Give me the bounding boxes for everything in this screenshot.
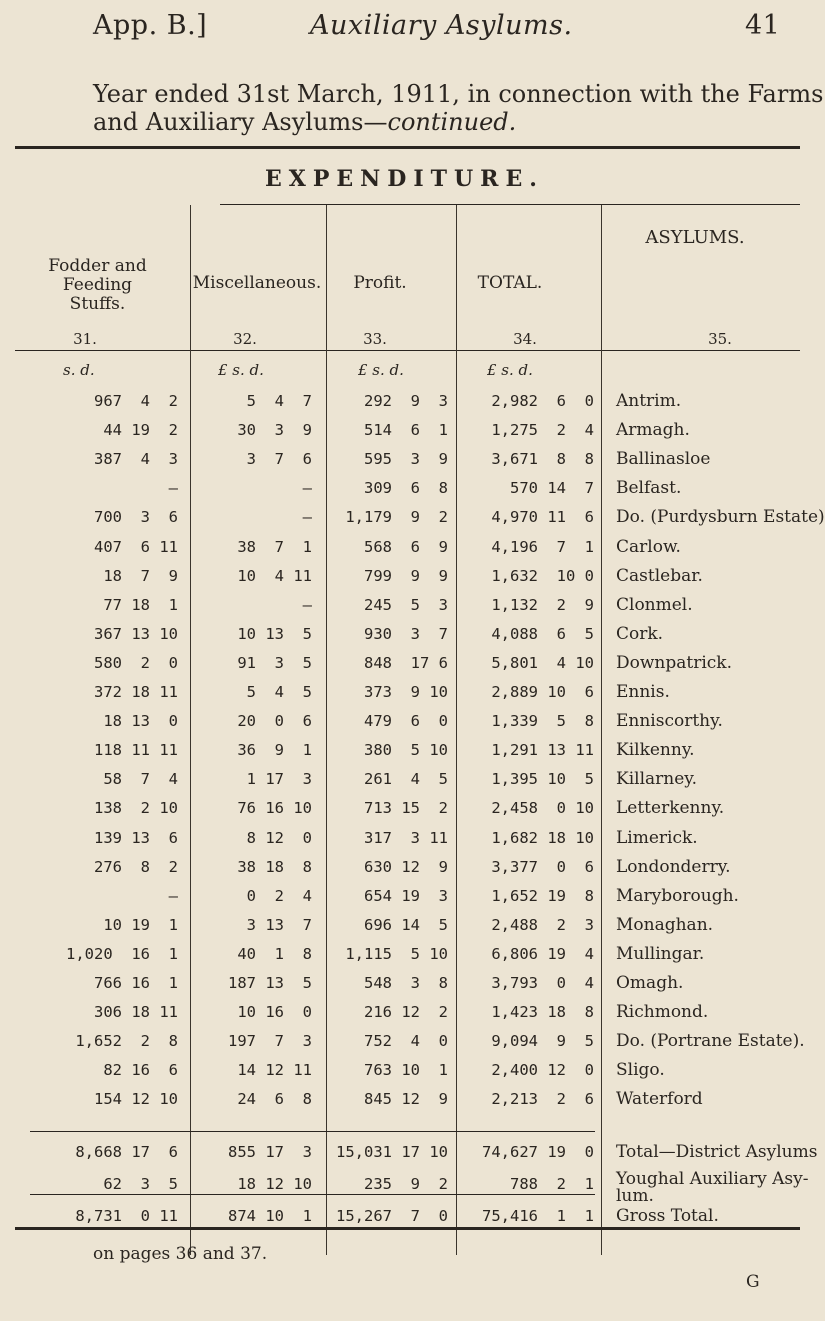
total-profit: 235 9 2 — [364, 1175, 448, 1193]
cell-misc: 38 7 1 — [237, 538, 312, 556]
section-heading: EXPENDITURE. — [265, 166, 544, 192]
total-fodder: 62 3 5 — [103, 1175, 178, 1193]
col-num-31: 31. — [73, 330, 97, 348]
cell-fodder: 118 11 11 — [94, 741, 178, 759]
cell-total: 2,889 10 6 — [491, 683, 594, 701]
asylum-name: Cork. — [616, 624, 664, 644]
cell-fodder: 766 16 1 — [94, 974, 178, 992]
running-head-center: Auxiliary Asylums. — [310, 10, 573, 41]
unit-profit: £ s. d. — [358, 361, 404, 379]
table-title-line1: Year ended 31st March, 1911, in connection with the Farms — [93, 80, 824, 108]
cell-profit: 380 5 10 — [364, 741, 448, 759]
gross-total-label: Gross Total. — [616, 1206, 719, 1226]
cell-profit: 373 9 10 — [364, 683, 448, 701]
cell-fodder: 1,020 16 1 — [66, 945, 178, 963]
col-num-32: 32. — [233, 330, 257, 348]
asylum-name: Omagh. — [616, 973, 684, 993]
cell-profit: 479 6 0 — [364, 712, 448, 730]
cell-misc: 197 7 3 — [228, 1032, 312, 1050]
cell-profit: 848 17 6 — [364, 654, 448, 672]
total-profit: 15,031 17 10 — [336, 1143, 448, 1161]
col-head-misc: Miscellaneous. — [192, 273, 322, 293]
asylum-name: Richmond. — [616, 1002, 709, 1022]
cell-fodder: — — [168, 479, 178, 497]
page-number: 41 — [745, 10, 781, 41]
asylum-name: Maryborough. — [616, 886, 739, 906]
cell-profit: 309 6 8 — [364, 479, 448, 497]
cell-profit: 1,179 9 2 — [345, 508, 448, 526]
cell-profit: 654 19 3 — [364, 887, 448, 905]
running-head-left: App. B.] — [93, 10, 208, 41]
cell-fodder: 139 13 6 — [94, 829, 178, 847]
unit-fodder: s. d. — [63, 361, 95, 379]
cell-misc: 36 9 1 — [237, 741, 312, 759]
cell-misc: 24 6 8 — [237, 1090, 312, 1108]
cell-total: 6,806 19 4 — [491, 945, 594, 963]
cell-total: 1,423 18 8 — [491, 1003, 594, 1021]
cell-misc: 76 16 10 — [237, 799, 312, 817]
total-misc: 855 17 3 — [228, 1143, 312, 1161]
asylum-name: Letterkenny. — [616, 798, 725, 818]
cell-fodder: 10 19 1 — [103, 916, 178, 934]
cell-total: 2,400 12 0 — [491, 1061, 594, 1079]
top-rule — [15, 146, 800, 149]
cell-fodder: 580 2 0 — [94, 654, 178, 672]
cell-total: 1,339 5 8 — [491, 712, 594, 730]
asylum-name: Do. (Portrane Estate). — [616, 1031, 805, 1051]
cell-total: 1,652 19 8 — [491, 887, 594, 905]
cell-fodder: 82 16 6 — [103, 1061, 178, 1079]
cell-profit: 763 10 1 — [364, 1061, 448, 1079]
asylum-name: Monaghan. — [616, 915, 714, 935]
cell-total: 1,275 2 4 — [491, 421, 594, 439]
cell-misc: — — [302, 596, 312, 614]
cell-misc: 14 12 11 — [237, 1061, 312, 1079]
cell-profit: 845 12 9 — [364, 1090, 448, 1108]
cell-fodder: — — [168, 887, 178, 905]
asylum-name: Castlebar. — [616, 566, 703, 586]
total-profit: 15,267 7 0 — [336, 1207, 448, 1225]
asylum-name: Ennis. — [616, 682, 670, 702]
asylum-name: Waterford — [616, 1089, 703, 1109]
cell-misc: 1 17 3 — [246, 770, 312, 788]
cell-misc: 30 3 9 — [237, 421, 312, 439]
bottom-rule — [15, 1227, 800, 1230]
cell-total: 2,488 2 3 — [491, 916, 594, 934]
cell-profit: 1,115 5 10 — [345, 945, 448, 963]
cell-fodder: 407 6 11 — [94, 538, 178, 556]
cell-total: 4,970 11 6 — [491, 508, 594, 526]
cell-total: 4,088 6 5 — [491, 625, 594, 643]
cell-misc: 10 16 0 — [237, 1003, 312, 1021]
col-head-profit: Profit. — [353, 273, 407, 293]
col-num-34: 34. — [513, 330, 537, 348]
cell-total: 2,982 6 0 — [491, 392, 594, 410]
asylum-name: Killarney. — [616, 769, 698, 789]
cell-fodder: 58 7 4 — [103, 770, 178, 788]
cell-fodder: 967 4 2 — [94, 392, 178, 410]
total-district-label: Total—District Asylums — [616, 1142, 818, 1162]
cell-fodder: 306 18 11 — [94, 1003, 178, 1021]
cell-total: 3,793 0 4 — [491, 974, 594, 992]
cell-profit: 245 5 3 — [364, 596, 448, 614]
cell-misc: 20 0 6 — [237, 712, 312, 730]
subtotal-rule — [30, 1131, 595, 1132]
cell-fodder: 276 8 2 — [94, 858, 178, 876]
cell-profit: 514 6 1 — [364, 421, 448, 439]
total-total: 74,627 19 0 — [482, 1143, 594, 1161]
asylum-name: Carlow. — [616, 537, 681, 557]
col-head-fodder: Fodder and Feeding Stuffs. — [48, 256, 147, 314]
cell-misc: 187 13 5 — [228, 974, 312, 992]
cell-total: 2,458 0 10 — [491, 799, 594, 817]
section-underline — [220, 204, 800, 205]
total-misc: 18 12 10 — [237, 1175, 312, 1193]
cell-misc: 38 18 8 — [237, 858, 312, 876]
cell-total: 4,196 7 1 — [491, 538, 594, 556]
cell-profit: 261 4 5 — [364, 770, 448, 788]
cell-total: 3,671 8 8 — [491, 450, 594, 468]
cell-profit: 713 15 2 — [364, 799, 448, 817]
asylum-name: Limerick. — [616, 828, 698, 848]
cell-total: 570 14 7 — [510, 479, 594, 497]
cell-fodder: 700 3 6 — [94, 508, 178, 526]
asylum-name: Mullingar. — [616, 944, 705, 964]
cell-profit: 216 12 2 — [364, 1003, 448, 1021]
header-rule — [15, 350, 800, 351]
table-title-line2: and Auxiliary Asylums—continued. — [93, 108, 517, 136]
cell-total: 2,213 2 6 — [491, 1090, 594, 1108]
cell-profit: 292 9 3 — [364, 392, 448, 410]
cell-fodder: 387 4 3 — [94, 450, 178, 468]
asylum-name: Clonmel. — [616, 595, 693, 615]
cell-total: 5,801 4 10 — [491, 654, 594, 672]
cell-fodder: 77 18 1 — [103, 596, 178, 614]
cell-profit: 752 4 0 — [364, 1032, 448, 1050]
col-divider-1 — [190, 205, 191, 1255]
total-fodder: 8,731 0 11 — [75, 1207, 178, 1225]
col-head-asylums: ASYLUMS. — [645, 227, 745, 248]
cell-fodder: 138 2 10 — [94, 799, 178, 817]
cell-profit: 568 6 9 — [364, 538, 448, 556]
cell-profit: 548 3 8 — [364, 974, 448, 992]
cell-misc: 5 4 5 — [246, 683, 312, 701]
col-divider-3 — [456, 205, 457, 1255]
asylum-name: Antrim. — [616, 391, 682, 411]
col-divider-4 — [601, 205, 602, 1255]
cell-profit: 317 3 11 — [364, 829, 448, 847]
cell-misc: — — [302, 479, 312, 497]
col-divider-2 — [326, 205, 327, 1255]
asylum-name: Armagh. — [616, 420, 690, 440]
signature-mark: G — [746, 1272, 760, 1292]
footnote: on pages 36 and 37. — [93, 1244, 268, 1264]
total-total: 788 2 1 — [510, 1175, 594, 1193]
cell-total: 9,094 9 5 — [491, 1032, 594, 1050]
cell-profit: 696 14 5 — [364, 916, 448, 934]
cell-misc: 10 4 11 — [237, 567, 312, 585]
total-fodder: 8,668 17 6 — [75, 1143, 178, 1161]
cell-profit: 595 3 9 — [364, 450, 448, 468]
asylum-name: Enniscorthy. — [616, 711, 723, 731]
cell-misc: 8 12 0 — [246, 829, 312, 847]
cell-misc: 91 3 5 — [237, 654, 312, 672]
cell-misc: — — [302, 508, 312, 526]
cell-total: 1,682 18 10 — [491, 829, 594, 847]
asylum-name: Sligo. — [616, 1060, 665, 1080]
cell-misc: 0 2 4 — [246, 887, 312, 905]
cell-fodder: 367 13 10 — [94, 625, 178, 643]
cell-fodder: 44 19 2 — [103, 421, 178, 439]
cell-misc: 3 13 7 — [246, 916, 312, 934]
cell-total: 1,395 10 5 — [491, 770, 594, 788]
asylum-name: Do. (Purdysburn Estate) — [616, 507, 825, 527]
cell-profit: 630 12 9 — [364, 858, 448, 876]
total-misc: 874 10 1 — [228, 1207, 312, 1225]
cell-fodder: 18 7 9 — [103, 567, 178, 585]
total-total: 75,416 1 1 — [482, 1207, 594, 1225]
unit-total: £ s. d. — [487, 361, 533, 379]
asylum-name: Kilkenny. — [616, 740, 695, 760]
cell-misc: 3 7 6 — [246, 450, 312, 468]
col-num-35: 35. — [708, 330, 732, 348]
asylum-name: Londonderry. — [616, 857, 731, 877]
asylum-name: Belfast. — [616, 478, 682, 498]
cell-profit: 930 3 7 — [364, 625, 448, 643]
col-num-33: 33. — [363, 330, 387, 348]
asylum-name: Downpatrick. — [616, 653, 733, 673]
cell-misc: 5 4 7 — [246, 392, 312, 410]
cell-misc: 10 13 5 — [237, 625, 312, 643]
cell-misc: 40 1 8 — [237, 945, 312, 963]
cell-total: 1,632 10 0 — [491, 567, 594, 585]
cell-total: 1,132 2 9 — [491, 596, 594, 614]
cell-fodder: 154 12 10 — [94, 1090, 178, 1108]
cell-fodder: 1,652 2 8 — [75, 1032, 178, 1050]
cell-profit: 799 9 9 — [364, 567, 448, 585]
cell-total: 1,291 13 11 — [491, 741, 594, 759]
col-head-total: TOTAL. — [477, 273, 543, 293]
cell-fodder: 372 18 11 — [94, 683, 178, 701]
unit-misc: £ s. d. — [218, 361, 264, 379]
cell-fodder: 18 13 0 — [103, 712, 178, 730]
gross-total-rule — [30, 1194, 595, 1195]
youghal-label: Youghal Auxiliary Asy- lum. — [616, 1169, 809, 1206]
asylum-name: Ballinasloe — [616, 449, 711, 469]
cell-total: 3,377 0 6 — [491, 858, 594, 876]
